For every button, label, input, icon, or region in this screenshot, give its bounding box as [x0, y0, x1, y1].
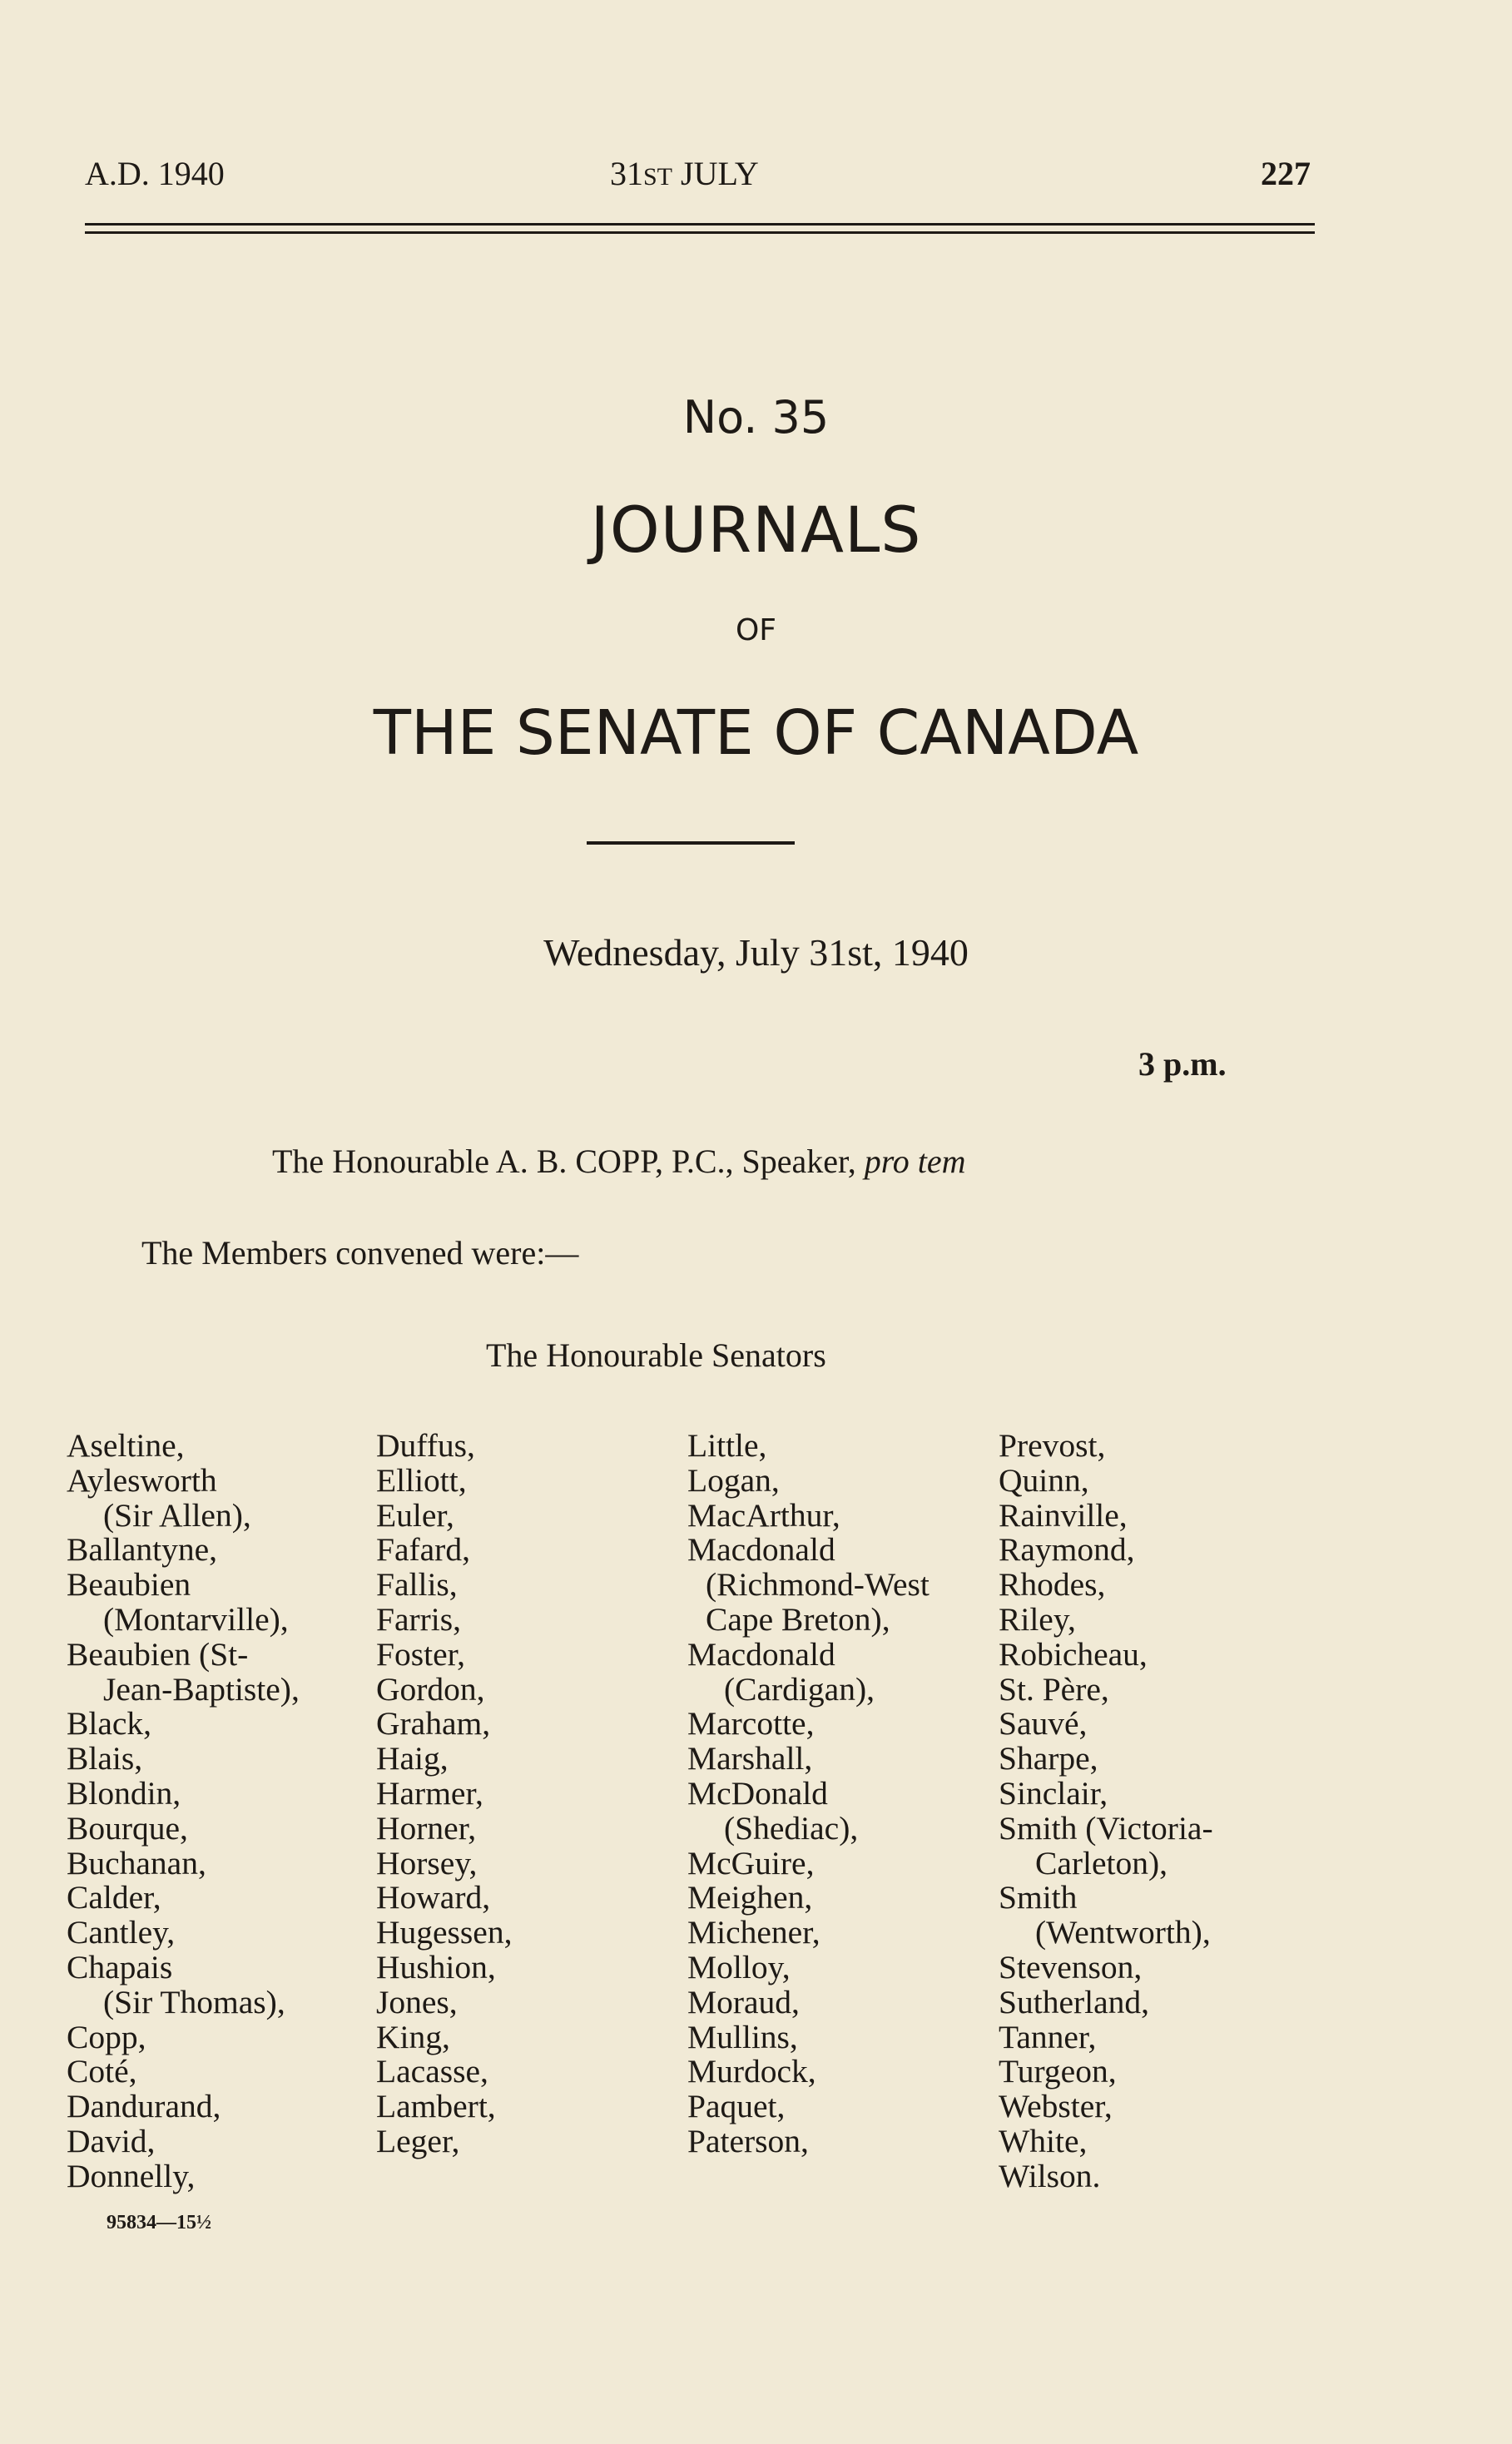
senator-name: Jones, — [376, 1983, 458, 2020]
senator-name: Marcotte, — [687, 1705, 815, 1743]
senator-name: Little, — [687, 1427, 767, 1464]
senator-name: Hugessen, — [376, 1914, 513, 1951]
senator-name: Meighen, — [687, 1879, 813, 1916]
printer-code: 95834—15½ — [107, 2212, 211, 2233]
senator-name: King, — [376, 2018, 450, 2055]
senator-name: Lacasse, — [376, 2053, 488, 2090]
senator-name: Leger, — [376, 2122, 460, 2159]
senator-name: Lambert, — [376, 2088, 496, 2125]
senator-name: McGuire, — [687, 1844, 815, 1881]
senator-name: Cantley, — [67, 1914, 176, 1951]
senator-name-cont: (Cardigan), — [724, 1670, 875, 1708]
senator-name: Marshall, — [687, 1740, 813, 1777]
sitting-date: Wednesday, July 31st, 1940 — [543, 931, 969, 974]
senator-name: Sutherland, — [999, 1983, 1150, 2020]
senator-name: Smith (Victoria- — [999, 1809, 1213, 1847]
senator-name: Beaubien — [67, 1566, 191, 1604]
senator-name: St. Père, — [999, 1670, 1109, 1708]
running-header-date — [610, 154, 759, 193]
senator-name: Turgeon, — [999, 2053, 1117, 2090]
senator-name: Robicheau, — [999, 1635, 1148, 1673]
senator-name-cont: Cape Breton), — [706, 1600, 890, 1638]
journal-number: No. 35 — [682, 391, 830, 444]
presiding-speaker — [272, 1142, 966, 1181]
senator-name: Farris, — [376, 1600, 462, 1638]
senator-name: Mullins, — [687, 2018, 798, 2055]
senator-name-cont: (Sir Allen), — [103, 1496, 251, 1534]
senator-name: Graham, — [376, 1705, 491, 1743]
senator-name: Howard, — [376, 1879, 491, 1916]
senator-name: MacArthur, — [687, 1496, 840, 1534]
senator-name: Harmer, — [376, 1774, 483, 1812]
senators-column-2 — [376, 1429, 512, 2159]
senator-name: Black, — [67, 1705, 152, 1743]
senator-name: Murdock, — [687, 2053, 816, 2090]
senator-name: Moraud, — [687, 1983, 800, 2020]
senator-name: Euler, — [376, 1496, 454, 1534]
senator-name: Prevost, — [999, 1427, 1106, 1464]
senator-name: Calder, — [67, 1879, 161, 1916]
senator-name-cont: (Montarville), — [103, 1600, 289, 1638]
senator-name: Blais, — [67, 1740, 143, 1777]
senator-name: Duffus, — [376, 1427, 475, 1464]
pro-tem: pro tem — [864, 1143, 966, 1180]
title-divider — [587, 841, 795, 845]
senator-name: Blondin, — [67, 1774, 181, 1812]
title-of: OF — [735, 613, 777, 647]
senator-name-cont: (Sir Thomas), — [103, 1983, 285, 2020]
senate-title: THE SENATE OF CANADA — [373, 697, 1139, 769]
senators-column-3 — [687, 1429, 930, 2159]
senators-heading: The Honourable Senators — [486, 1336, 826, 1374]
senator-name: David, — [67, 2122, 156, 2159]
senator-name-cont: Carleton), — [1035, 1844, 1168, 1881]
senator-name: Aylesworth — [67, 1461, 217, 1499]
senator-name: Aseltine, — [67, 1427, 185, 1464]
senator-name: Copp, — [67, 2018, 146, 2055]
senator-name: Haig, — [376, 1740, 449, 1777]
senator-name: Bourque, — [67, 1809, 188, 1847]
senator-name: Michener, — [687, 1914, 820, 1951]
header-month: JULY — [681, 155, 759, 192]
senator-name: Smith — [999, 1879, 1078, 1916]
senator-name: Raymond, — [999, 1531, 1135, 1569]
senator-name: Beaubien (St- — [67, 1635, 249, 1673]
senator-name: Molloy, — [687, 1948, 791, 1985]
senator-name: Wilson. — [999, 2157, 1101, 2194]
senator-name-cont: Jean-Baptiste), — [103, 1670, 300, 1708]
senator-name: Macdonald — [687, 1635, 835, 1673]
header-day-suffix: ST — [643, 163, 673, 191]
senator-name: Elliott, — [376, 1461, 467, 1499]
header-rule-bottom — [85, 231, 1315, 234]
members-convened: The Members convened were:— — [141, 1234, 579, 1272]
journals-title: JOURNALS — [590, 493, 922, 567]
senator-name: Stevenson, — [999, 1948, 1143, 1985]
senator-name: Fallis, — [376, 1566, 458, 1604]
senator-name: Gordon, — [376, 1670, 485, 1708]
senator-name: Logan, — [687, 1461, 780, 1499]
running-header-year: A.D. 1940 — [85, 155, 225, 192]
senator-name: Horsey, — [376, 1844, 478, 1881]
senator-name: Rhodes, — [999, 1566, 1106, 1604]
senator-name: Quinn, — [999, 1461, 1089, 1499]
senator-name-cont: (Wentworth), — [1035, 1914, 1211, 1951]
senator-name: Coté, — [67, 2053, 137, 2090]
senator-name: Buchanan, — [67, 1844, 206, 1881]
senators-column-4 — [999, 1429, 1213, 2194]
senator-name-cont: (Shediac), — [724, 1809, 859, 1847]
senator-name: Paquet, — [687, 2088, 786, 2125]
senator-name: White, — [999, 2122, 1088, 2159]
senator-name: Donnelly, — [67, 2157, 196, 2194]
page-number: 227 — [1261, 155, 1311, 192]
senator-name: McDonald — [687, 1774, 828, 1812]
senator-name: Riley, — [999, 1600, 1076, 1638]
senator-name: Paterson, — [687, 2122, 809, 2159]
senator-name: Sharpe, — [999, 1740, 1098, 1777]
senator-name: Tanner, — [999, 2018, 1097, 2055]
senator-name: Sinclair, — [999, 1774, 1108, 1812]
header-day: 31 — [610, 155, 643, 192]
senator-name: Macdonald — [687, 1531, 835, 1569]
senator-name: Horner, — [376, 1809, 477, 1847]
senator-name: Webster, — [999, 2088, 1113, 2125]
senator-name-cont: (Richmond-West — [706, 1566, 930, 1604]
senator-name: Foster, — [376, 1635, 466, 1673]
sitting-time: 3 p.m. — [1138, 1045, 1227, 1083]
senator-name: Chapais — [67, 1948, 173, 1985]
senator-name: Rainville, — [999, 1496, 1128, 1534]
senator-name: Ballantyne, — [67, 1531, 217, 1569]
senators-column-1 — [67, 1429, 300, 2194]
presiding-text: The Honourable A. B. COPP, P.C., Speaker, — [272, 1143, 856, 1180]
header-rule-top — [85, 223, 1315, 226]
senator-name: Sauvé, — [999, 1705, 1088, 1743]
senator-name: Fafard, — [376, 1531, 470, 1569]
senator-name: Dandurand, — [67, 2088, 221, 2125]
senator-name: Hushion, — [376, 1948, 496, 1985]
